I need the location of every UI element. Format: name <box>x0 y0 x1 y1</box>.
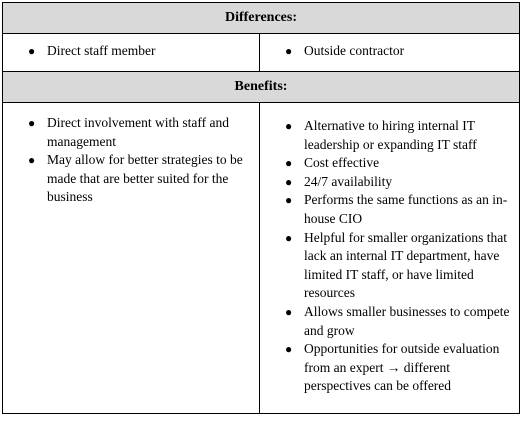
bullet-icon: ● <box>285 174 293 189</box>
list-item <box>260 340 519 396</box>
benefits-left-cell <box>3 103 260 413</box>
list-item <box>3 42 259 61</box>
benefits-right-list <box>260 117 519 396</box>
bullet-icon: ● <box>285 342 293 357</box>
differences-left-cell <box>3 34 260 71</box>
list-item <box>260 303 519 340</box>
bullet-icon: ● <box>28 44 36 58</box>
list-item-text: May allow for better strategies to be made that are better suited for the business <box>47 152 243 205</box>
list-item-text: Helpful for smaller organizations that lack an internal IT department, have limited IT staff, or have limited resources <box>304 229 507 301</box>
bullet-icon: ● <box>28 116 36 130</box>
comparison-table <box>2 2 520 414</box>
bullet-icon: ● <box>285 119 293 133</box>
list-item-text: Cost effective <box>304 155 380 171</box>
benefits-row <box>3 103 519 413</box>
list-item <box>260 154 519 173</box>
benefits-right-cell <box>260 103 519 413</box>
list-item <box>260 117 519 154</box>
bullet-icon: ● <box>285 156 293 171</box>
list-item <box>260 229 519 303</box>
list-item-text: Allows smaller businesses to compete and grow <box>304 303 510 338</box>
list-item-text: Direct staff member <box>47 43 156 58</box>
list-item-text: Opportunities for outside evaluation from an expert → different perspectives can be offered <box>304 341 500 394</box>
bullet-icon: ● <box>285 304 293 319</box>
list-item <box>3 151 259 207</box>
differences-header <box>3 3 519 34</box>
list-item-text: Direct involvement with staff and management <box>47 115 229 149</box>
differences-title: Differences: <box>224 10 298 25</box>
bullet-icon: ● <box>285 230 293 245</box>
bullet-icon: ● <box>285 44 293 58</box>
differences-right-cell <box>260 34 519 71</box>
differences-row <box>3 34 519 72</box>
bullet-icon: ● <box>28 153 36 168</box>
list-item-text: Performs the same functions as an in-house CIO <box>304 192 508 226</box>
benefits-title: Benefits: <box>234 79 288 94</box>
list-item-text: 24/7 availability <box>304 173 393 189</box>
list-item <box>260 42 519 61</box>
list-item <box>3 114 259 151</box>
list-item <box>260 191 519 228</box>
benefits-left-list <box>3 114 259 207</box>
bullet-icon: ● <box>285 193 293 208</box>
differences-left-list <box>3 42 259 61</box>
list-item-text: Outside contractor <box>304 43 405 58</box>
list-item-text: Alternative to hiring internal IT leadership or expanding IT staff <box>304 118 477 152</box>
list-item <box>260 173 519 192</box>
differences-right-list <box>260 42 519 61</box>
benefits-header <box>3 72 519 103</box>
